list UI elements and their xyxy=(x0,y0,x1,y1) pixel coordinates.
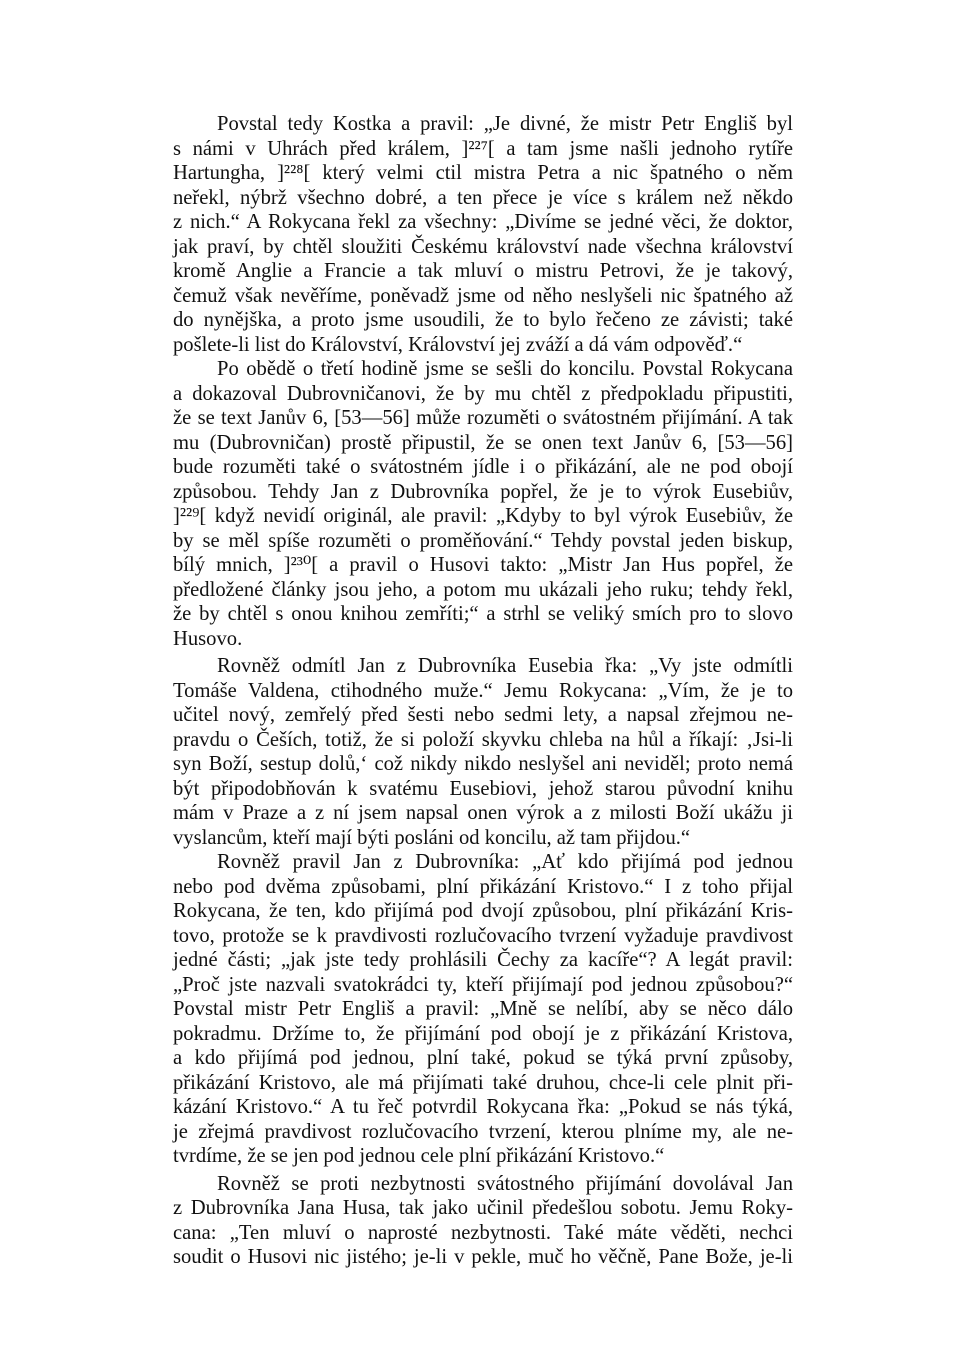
text-line: cana: „Ten mluví o naprosté nezbytnosti. Také máte věděti, nechci xyxy=(173,1221,793,1244)
text-line: syn Boží, sestup dolů,‘ což nikdy nikdo neslyšel ani neviděl; proto nemá xyxy=(173,753,793,775)
text-line: pošlete-li list do Království, Království jej zváží a dá vám odpověď.“ xyxy=(173,333,743,356)
text-line: bílý mnich, ]²³⁰[ a pravil o Husovi takto: „Mistr Jan Hus popřel, že xyxy=(173,554,793,576)
text-line: přikázání Kristovo, ale má přijímati také druhou, chce-li cele plnit při- xyxy=(173,1071,793,1094)
text-line: neřekl, nýbrž všechno dobré, a ten přece je více s králem než někdo xyxy=(173,186,793,209)
paragraph-3 xyxy=(173,654,793,850)
text-line: vyslancům, kteří mají býti posláni od koncilu, až tam přijdou.“ xyxy=(173,826,691,849)
text-line: čemuž však nevěříme, poněvadž jsme od něho neslyšeli nic špatného až xyxy=(173,284,793,307)
text-line: mám v Praze a z ní jsem napsal onen výrok a z milosti Boží ukážu ji xyxy=(173,802,793,824)
text-line: tovo, protože se k pravdivosti rozlučovacího tvrzení vyžaduje pravdivost xyxy=(173,924,793,947)
text-line: by se měl spíše rozuměti o proměňování.“ Tehdy povstal jeden biskup, xyxy=(173,529,793,552)
text-line: soudit o Husovi nic jistého; je-li v pekle, muč ho věčně, Pane Bože, je-li xyxy=(173,1246,793,1268)
text-line: Povstal tedy Kostka a pravil: „Je divné, že mistr Petr Engliš byl xyxy=(217,113,793,135)
book-page xyxy=(173,112,793,1270)
text-line: Rovněž pravil Jan z Dubrovníka: „Ať kdo přijímá pod jednou xyxy=(217,851,793,873)
text-line: Rokycana, že ten, kdo přijímá pod dvojí způsobou, plní přikázání Kris- xyxy=(173,900,793,922)
text-line: Tomáše Valdena, ctihodného muže.“ Jemu Rokycana: „Vím, že je to xyxy=(173,679,793,702)
text-line: ]²²⁹[ když nevidí originál, ale pravil: „Kdyby to byl výrok Eusebiův, že xyxy=(173,505,793,527)
text-line: způsobou. Tehdy Jan z Dubrovníka popřel, že je to výrok Eusebiův, xyxy=(173,480,793,503)
text-line: Po obědě o třetí hodině jsme se sešli do koncilu. Povstal Rokycana xyxy=(217,358,793,380)
text-line: Povstal mistr Petr Engliš a pravil: „Mně se nelíbí, aby se něco dálo xyxy=(173,998,793,1020)
text-line: je zřejmá pravdivost rozlučovacího tvrzení, kterou plníme my, ale ne- xyxy=(173,1120,793,1143)
text-line: být připodobňován k svatému Eusebiovi, jehož starou původní knihu xyxy=(173,777,793,800)
paragraph-4 xyxy=(173,850,793,1169)
text-line: a dokazoval Dubrovničanovi, že by mu chtěl z předpokladu připustiti, xyxy=(173,382,793,405)
text-line: do nynějška, a proto jsme usoudili, že to bylo řečeno ze závisti; také xyxy=(173,309,793,331)
text-line: Rovněž se proti nezbytnosti svátostného přijímání dovolával Jan xyxy=(217,1172,793,1195)
text-line: kázání Kristovo.“ A tu řeč potvrdil Rokycana řka: „Pokud se nás týká, xyxy=(173,1096,793,1118)
text-line: „Proč jste nazvali svatokrádci ty, kteří přijímají pod jednou způsobou?“ xyxy=(173,973,793,996)
text-line: nebo pod dvěma způsobami, plní přikázání Kristovo.“ I z toho přijal xyxy=(173,875,793,898)
text-line: učitel nový, zemřelý před šesti nebo sedmi lety, a napsal zřejmou ne- xyxy=(173,704,793,726)
text-line: Husovo. xyxy=(173,627,243,650)
text-line: pokradmu. Držíme to, že přijímání pod obojí je z přikázání Kristova, xyxy=(173,1022,793,1045)
text-line: jak praví, by chtěl sloužiti Českému království nade všechna království xyxy=(173,235,793,258)
text-line: z nich.“ A Rokycana řekl za všechny: „Divíme se jedné věci, že doktor, xyxy=(173,211,793,233)
text-line: Hartungha, ]²²⁸[ který velmi ctil mistra Petra a nic špatného o něm xyxy=(173,162,793,184)
paragraph-5 xyxy=(173,1172,793,1270)
text-line: kromě Anglie a Francie a tak mluví o mistru Petrovi, že je takový, xyxy=(173,260,793,282)
text-line: s námi v Uhrách před králem, ]²²⁷[ a tam jsme našli jednoho rytíře xyxy=(173,137,793,160)
text-line: jedné části; „jak jste tedy prohlásili Čechy za kacíře“? A legát pravil: xyxy=(173,949,793,971)
text-line: předložené články jsou jeho, a potom mu ukázali jeho ruku; tehdy řekl, xyxy=(173,578,793,601)
paragraph-2 xyxy=(173,357,793,651)
text-line: z Dubrovníka Jana Husa, tak jako učinil předešlou sobotu. Jemu Roky- xyxy=(173,1197,793,1219)
text-line: bude rozuměti také o svátostném jídle i o přikázání, ale ne pod obojí xyxy=(173,456,793,478)
text-line: Rovněž odmítl Jan z Dubrovníka Eusebia řka: „Vy jste odmítli xyxy=(217,655,793,677)
text-line: že by chtěl s onou knihou zemříti;“ a strhl se veliký smích pro to slovo xyxy=(173,603,793,625)
text-line: že se text Janův 6, [53—56] může rozuměti o svátostném přijímání. A tak xyxy=(173,407,793,429)
text-line: a kdo přijímá pod jednou, plní také, pokud se týká první způsoby, xyxy=(173,1047,793,1069)
text-line: tvrdíme, že se jen pod jednou cele plní přikázání Kristovo.“ xyxy=(173,1145,665,1167)
paragraph-1 xyxy=(173,112,793,357)
text-line: mu (Dubrovničan) prostě připustil, že se onen text Janův 6, [53—56] xyxy=(173,431,793,454)
text-line: pravdu o Češích, totiž, že si položí skyvku chleba na hůl a říkají: ‚Jsi-li xyxy=(173,728,793,751)
